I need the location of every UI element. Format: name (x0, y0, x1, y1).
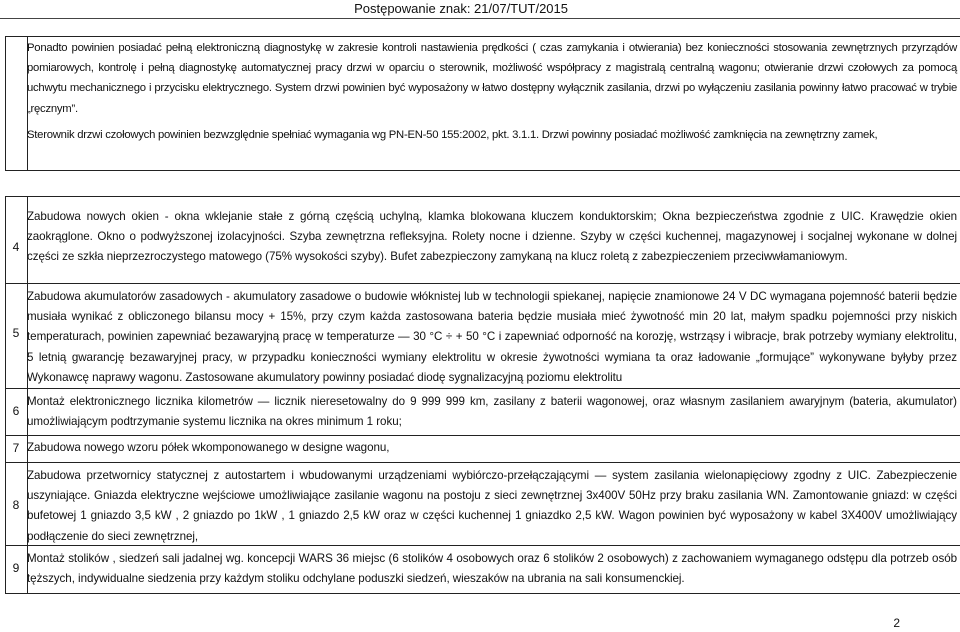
page-number: 2 (893, 616, 900, 630)
row-text-continuation (27, 38, 957, 145)
row-divider (5, 462, 960, 463)
row-number: 9 (12, 561, 20, 575)
row-divider (5, 545, 960, 546)
row-number: 7 (12, 441, 20, 455)
procedure-reference: Postępowanie znak: 21/07/TUT/2015 (354, 1, 568, 16)
row-number: 4 (12, 240, 20, 254)
row-divider (5, 388, 960, 389)
paragraph-doors-diagnostics: Ponadto powinien posiadać pełną elektroniczną diagnostykę w zakresie kontroli nastawienia prędkości ( czas zamykania i otwierania) bez konieczności stosowania zewnętrznych przyrządów pomiarowych, kontrolę i pełną diagnostykę automatycznej pracy drzwi w oparciu o sterownik, możliwość współpracy z magistralą centralną wagonu; otwieranie drzwi czołowych za pomocą uchwytu mechanicznego i przycisku elektrycznego. System drzwi powinien być wyposażony w łatwo dostępny wyłącznik zasilania, drzwi po wyłączeniu zasilania powinny łatwo pracować w trybie „ręcznym”. (27, 42, 957, 115)
number-column-top (5, 37, 28, 170)
row-text: Zabudowa nowego wzoru półek wkomponowanego w designe wagonu, (27, 441, 390, 454)
row-text: Montaż stolików , siedzeń sali jadalnej wg. koncepcji WARS 36 miejsc (6 stolików 4 osobowych oraz 6 stolików 2 osobowych) z zachowaniem wymaganego odstępu dla potrzeb osób tęższych, indywidualne siedzenia przy każdym stoliku odchylane poduszki siedzeń, wieszaków na ubrania na sali konsumenckiej. (27, 552, 957, 586)
header-divider (0, 18, 960, 19)
row-text: Zabudowa nowych okien - okna wklejanie stałe z górną częścią uchylną, klamka blokowana kluczem konduktorskim; Okna bezpieczeństwa zgodnie z UIC. Krawędzie okien zaokrąglone. Okno o podwyższonej izolacyjności. Szyba zewnętrzna refleksyjna. Rolety nocne i dzienne. Szyby w części kuchennej, magazynowej i socjalnej wykonane w dolnej części ze szkła nieprzezroczystego matowego (75% wysokości szyby). Bufet zabezpieczony zamykaną na klucz roletą z zabezpieczeniem przeciwwłamaniowym. (27, 210, 957, 264)
row-divider (5, 283, 960, 284)
row-divider (5, 435, 960, 436)
paragraph-doors-controller: Sterownik drzwi czołowych powinien bezwzględnie spełniać wymagania wg PN-EN-50 155:2002, pkt. 3.1.1. Drzwi powinny posiadać możliwość zamknięcia na zewnętrzny zamek, (27, 128, 878, 141)
row-number: 5 (12, 326, 20, 340)
number-column-main (5, 197, 28, 593)
row-text: Zabudowa przetwornicy statycznej z autostartem i wbudowanymi urządzeniami wybiórczo-przełączającymi — system zasilania wielonapięciowy zgodny z UIC. Zabezpieczenie uszyniające. Gniazda elektryczne wejściowe umożliwiające zasilanie wagonu na postoju z sieci zewnętrznej 3x400V 50Hz przy braku zasilania WN. Zamontowanie gniazd: w części bufetowej 1 gniazdo 3,5 kW , 2 gniazdo po 1kW , 1 gniazdo 2,5 kW oraz w części kuchennej 1 gniazdko 2,5 kW. Wagon powinien być wyposażony w kabel 3X400V umożliwiający podłączenie do sieci zewnętrznej, (27, 469, 957, 543)
row-text: Zabudowa akumulatorów zasadowych - akumulatory zasadowe o budowie włóknistej lub w technologii spiekanej, napięcie znamionowe 24 V DC wymagana pojemność baterii będzie musiała wynikać z obliczonego bilansu mocy + 15%, przy czym każda zastosowana bateria będzie musiała mieć żywotność min 20 lat, małym spadku pojemności przy niskich temperaturach, powinien zapewniać bezawaryjną pracę w temperaturze — 30 °C ÷ + 50 °C i zapewniać odporność na korozję, wstrząsy i wibracje, brak potrzeby wymiany elektrolitu, 5 letnią gwarancję bezawaryjnej pracy, w przypadku konieczności wymiany elektrolitu w okresie żywotności wymiana ta oraz ładowanie „formujące” wykonywane byłyby przez Wykonawcę naprawy wagonu. Zastosowane akumulatory powinny posiadać diodę sygnalizacyjną poziomu elektrolitu (27, 290, 957, 384)
page-header (0, 0, 960, 21)
row-text: Montaż elektronicznego licznika kilometrów — licznik nieresetowalny do 9 999 999 km, zasilany z baterii wagonowej, oraz własnym zasilaniem awaryjnym (bateria, akumulator) umożliwiającym podtrzymanie systemu licznika na okres minimum 1 roku; (27, 395, 957, 429)
row-number: 6 (12, 404, 20, 418)
row-number: 8 (12, 498, 20, 512)
